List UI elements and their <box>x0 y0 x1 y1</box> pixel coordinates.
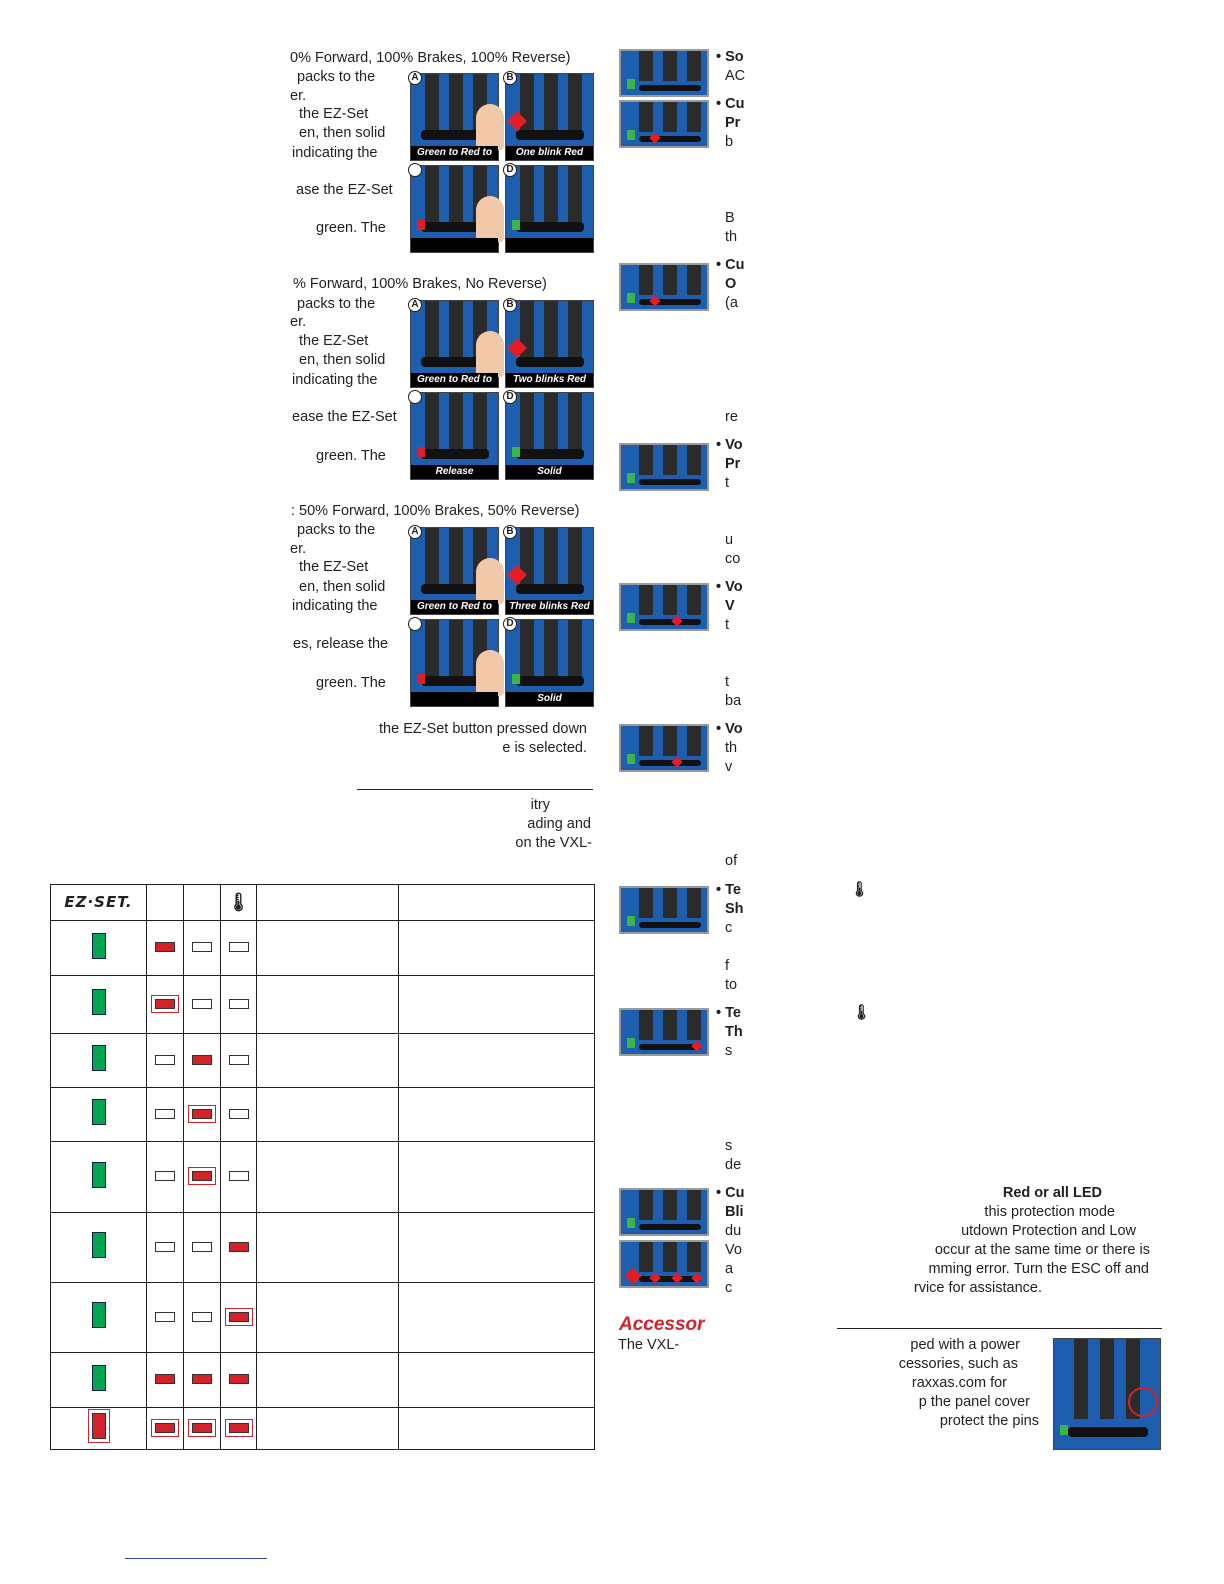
table-row <box>51 1213 595 1283</box>
esc-status-photo <box>619 263 709 311</box>
accessory-text: protect the pins <box>939 1413 1039 1429</box>
esc-status-photo <box>619 583 709 631</box>
status-item-text: c <box>725 920 733 936</box>
profile2-line: en, then solid <box>299 352 386 368</box>
accessory-text: ped with a power <box>910 1337 1020 1353</box>
status-item-text: Pr <box>725 115 741 131</box>
esc-photo-d <box>505 165 594 253</box>
badge-a: A <box>408 298 422 312</box>
badge-a: A <box>408 525 422 539</box>
profile1-line: packs to the <box>297 69 376 85</box>
profile3-line: green. The <box>316 675 386 691</box>
protection-text: utdown Protection and Low <box>961 1223 1136 1239</box>
esc-photo-c <box>410 619 499 707</box>
photo-caption <box>411 692 498 706</box>
profile1-line: the EZ-Set <box>299 106 369 122</box>
esc-status-photo <box>619 724 709 772</box>
section-intro: on the VXL- <box>515 835 592 851</box>
status-item-text: O <box>725 276 737 292</box>
status-item-text: Vo <box>725 1242 742 1258</box>
profile1-line: indicating the <box>292 145 378 161</box>
thermometer-icon: 🌡 <box>852 1004 872 1021</box>
status-item-title: • Te <box>716 882 741 898</box>
profile1-line: er. <box>290 88 307 104</box>
profile2-line: ease the EZ-Set <box>292 409 397 425</box>
photo-caption: Two blinks Red <box>506 373 593 387</box>
accessory-text: p the panel cover <box>918 1394 1030 1410</box>
status-item-text: s <box>725 1138 733 1154</box>
protection-text: Red or all LED <box>1002 1185 1102 1201</box>
photo-caption: One blink Red <box>506 146 593 160</box>
profile2-line: the EZ-Set <box>299 333 369 349</box>
badge-b: B <box>503 71 517 85</box>
status-item-text: Sh <box>725 901 744 917</box>
badge-c <box>408 390 422 404</box>
protection-text: mming error. Turn the ESC off and <box>928 1261 1149 1277</box>
red-led <box>417 220 425 230</box>
table-row <box>51 1088 595 1142</box>
profile2-line: green. The <box>316 448 386 464</box>
table-header-row <box>51 885 595 921</box>
status-item-title: • Te <box>716 1005 741 1021</box>
status-item-text: de <box>725 1157 742 1173</box>
status-item-text: ba <box>725 693 742 709</box>
photo-caption: Three blinks Red <box>506 600 593 614</box>
badge-c <box>408 617 422 631</box>
badge-a: A <box>408 71 422 85</box>
esc-photo-d <box>505 392 594 480</box>
status-item-text: a <box>725 1261 734 1277</box>
status-item-title: • Vo <box>716 721 743 737</box>
table-row <box>51 1034 595 1088</box>
accessory-text: raxxas.com for <box>911 1375 1007 1391</box>
profile3-line: es, release the <box>293 636 389 652</box>
status-item-text: c <box>725 1280 733 1296</box>
photo-caption: Solid <box>506 465 593 479</box>
esc-status-photo <box>619 886 709 934</box>
badge-d: D <box>503 390 517 404</box>
ez-set-logo: EZ·SET. <box>51 885 147 921</box>
profile3-line: packs to the <box>297 522 376 538</box>
status-item-text: s <box>725 1043 733 1059</box>
status-item-text: V <box>725 598 735 614</box>
table-row <box>51 921 595 976</box>
esc-photo-a <box>410 300 499 388</box>
note-line: the EZ-Set button pressed down <box>379 721 587 737</box>
note-line: e is selected. <box>502 740 587 756</box>
status-item-text: (a <box>725 295 738 311</box>
profile1-line: green. The <box>316 220 386 236</box>
section-divider <box>357 789 593 790</box>
status-item-text: t <box>725 674 730 690</box>
profile2-line: packs to the <box>297 296 376 312</box>
accessory-text: cessories, such as <box>898 1356 1018 1372</box>
status-item-text: v <box>725 759 733 775</box>
status-item-text: AC <box>725 68 746 84</box>
status-item-text: Pr <box>725 456 741 472</box>
esc-photo-c <box>410 165 499 253</box>
profile2-line: indicating the <box>292 372 378 388</box>
profile1-heading: 0% Forward, 100% Brakes, 100% Reverse) <box>290 50 571 66</box>
profile1-line: ase the EZ-Set <box>296 182 393 198</box>
status-item-title: • Vo <box>716 437 743 453</box>
status-item-title: • Cu <box>716 96 745 112</box>
esc-status-photo <box>619 49 709 97</box>
status-item-text: Th <box>725 1024 743 1040</box>
esc-status-photo <box>619 1240 709 1288</box>
photo-caption: Green to Red to <box>411 373 498 387</box>
status-item-text: u <box>725 532 734 548</box>
port-highlight-circle <box>1128 1387 1158 1417</box>
badge-d: D <box>503 617 517 631</box>
esc-photo-b <box>505 300 594 388</box>
status-item-text: re <box>725 409 738 425</box>
profile3-heading: : 50% Forward, 100% Brakes, 50% Reverse) <box>291 503 580 519</box>
photo-caption <box>411 238 498 252</box>
profile3-line: the EZ-Set <box>299 559 369 575</box>
badge-b: B <box>503 525 517 539</box>
status-item-title: • Cu <box>716 257 745 273</box>
photo-caption: Green to Red to <box>411 600 498 614</box>
table-row <box>51 1283 595 1353</box>
photo-caption: Release <box>411 465 498 479</box>
status-item-text: Bli <box>725 1204 744 1220</box>
led-code-table <box>50 884 595 1450</box>
profile1-line: en, then solid <box>299 125 386 141</box>
status-item-title: • Vo <box>716 579 743 595</box>
finger-press <box>476 104 504 150</box>
table-row <box>51 1408 595 1450</box>
badge-d: D <box>503 163 517 177</box>
footer-link-line <box>125 1558 267 1559</box>
esc-photo-a <box>410 527 499 615</box>
thermometer-icon: 🌡 <box>850 881 870 898</box>
protection-text: occur at the same time or there is <box>934 1242 1150 1258</box>
table-row <box>51 1353 595 1408</box>
status-item-text: du <box>725 1223 742 1239</box>
accessory-heading: Accessor <box>619 1314 705 1335</box>
profile2-line: er. <box>290 314 307 330</box>
green-led <box>512 220 520 230</box>
esc-status-photo <box>619 443 709 491</box>
badge-c <box>408 163 422 177</box>
esc-status-photo <box>619 1008 709 1056</box>
esc-accessory-port-photo <box>1053 1338 1161 1450</box>
esc-photo-c <box>410 392 499 480</box>
esc-photo-b <box>505 73 594 161</box>
section-intro: ading and <box>527 816 591 832</box>
accessory-intro: The VXL- <box>618 1337 680 1353</box>
profile2-heading: % Forward, 100% Brakes, No Reverse) <box>293 276 547 292</box>
profile3-line: en, then solid <box>299 579 386 595</box>
profile3-line: indicating the <box>292 598 378 614</box>
status-item-text: th <box>725 229 738 245</box>
thermometer-icon: 🌡 <box>221 885 257 921</box>
badge-b: B <box>503 298 517 312</box>
profile3-line: er. <box>290 541 307 557</box>
photo-caption: Solid <box>506 692 593 706</box>
table-row <box>51 1142 595 1213</box>
section-intro: itry <box>530 797 550 813</box>
status-item-text: to <box>725 977 738 993</box>
esc-status-photo <box>619 100 709 148</box>
status-item-title: • Cu <box>716 1185 745 1201</box>
status-item-text: t <box>725 617 730 633</box>
photo-caption: Green to Red to <box>411 146 498 160</box>
status-item-text: co <box>725 551 741 567</box>
table-row <box>51 976 595 1034</box>
status-item-text: b <box>725 134 734 150</box>
status-item-title: • So <box>716 49 744 65</box>
status-item-text: t <box>725 475 730 491</box>
status-item-text: f <box>725 958 730 974</box>
status-item-text: of <box>725 853 738 869</box>
status-item-text: th <box>725 740 738 756</box>
esc-photo-d <box>505 619 594 707</box>
protection-text: this protection mode <box>984 1204 1115 1220</box>
esc-status-photo <box>619 1188 709 1236</box>
esc-photo-a <box>410 73 499 161</box>
photo-caption <box>506 238 593 252</box>
esc-photo-b <box>505 527 594 615</box>
protection-text: rvice for assistance. <box>913 1280 1042 1296</box>
status-item-text: B <box>725 210 735 226</box>
accessory-divider <box>837 1328 1162 1329</box>
